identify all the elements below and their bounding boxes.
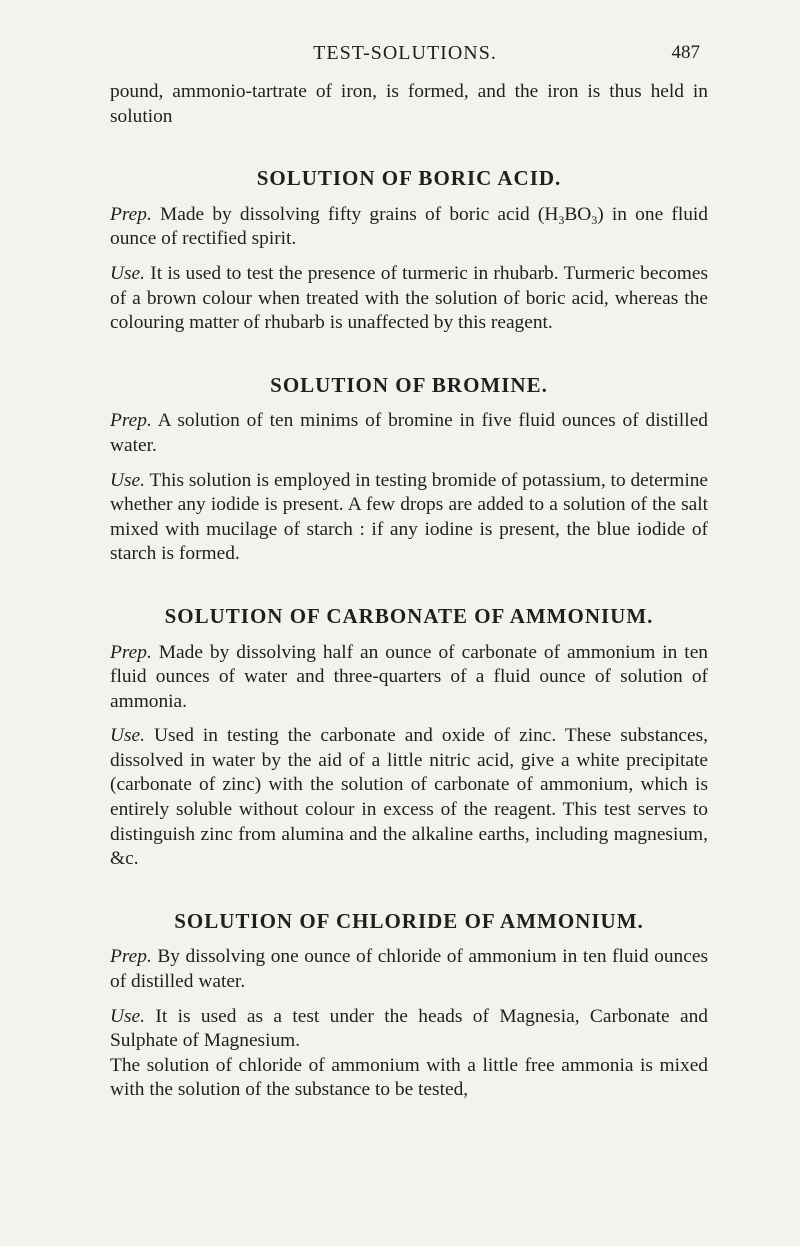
carbonate-prep-text: Made by dissolving half an ounce of carbonate of ammonium in ten fluid ounces of water and three-quarters of a fluid ounce of solution of ammonia. [110,641,708,712]
use-label: Use. [110,725,146,747]
heading-chloride-of-ammonium: SOLUTION OF CHLORIDE OF AMMONIUM. [174,908,644,933]
heading-carbonate-of-ammonium: SOLUTION OF CARBONATE OF AMMONIUM. [164,603,654,628]
page-number: 487 [671,42,700,63]
prep-label: Prep. [110,946,152,968]
boric-prep-text-3: ) in one fluid ounce of rectified spirit. [110,203,708,250]
boric-use-paragraph [110,262,708,336]
boric-prep-text-1: Made by dissolving fifty grains of boric acid (H [151,203,559,225]
prep-label: Prep. [110,641,152,663]
use-label: Use. [110,469,146,491]
bromine-prep-paragraph [110,409,708,458]
use-label: Use. [110,1005,146,1027]
boric-prep-text-2: BO [564,203,592,225]
prep-label: Prep. [110,203,152,225]
bromine-use-paragraph [110,469,708,567]
carbonate-prep-paragraph [110,641,708,715]
carbonate-use-paragraph [110,724,708,872]
bromine-prep-text: A solution of ten minims of bromine in five fluid ounces of distilled water. [110,410,708,456]
boric-use-text: It is used to test the presence of turmeric in rhubarb. Turmeric becomes of a brown colour when treated with the solution of boric acid, whereas the colouring matter of rhubarb is unaffected by this reagent. [110,262,708,334]
heading-boric-acid: SOLUTION OF BORIC ACID. [256,166,562,191]
prep-label: Prep. [110,410,152,432]
use-label: Use. [110,262,146,284]
chloride-note-paragraph: The solution of chloride of ammonium with a little free ammonia is mixed with the solution of the substance to be tested, [110,1054,708,1101]
subscript: 3 [558,212,565,227]
boric-prep-paragraph [110,203,708,252]
running-head [110,42,700,66]
chloride-use-paragraph [110,1005,708,1054]
chloride-use-text: It is used as a test under the heads of Magnesia, Carbonate and Sulphate of Magnesium. [110,1005,708,1052]
chloride-prep-text: By dissolving one ounce of chloride of ammonium in ten fluid ounces of distilled water. [110,946,708,993]
page-text [110,80,708,1103]
heading-bromine: SOLUTION OF BROMINE. [270,372,548,397]
carbonate-use-text: Used in testing the carbonate and oxide of zinc. These substances, dissolved in water by the aid of a little nitric acid, give a white precipitate (carbonate of zinc) with the solution of carbonate of ammonium, which is entirely soluble without colour in excess of the reagent. This test serves to distinguish zinc from alumina and the alkaline earths, including magnesium, &c. [110,725,708,870]
running-title: TEST-SOLUTIONS. [313,42,497,64]
chloride-prep-paragraph [110,945,708,994]
intro-paragraph: pound, ammonio-tartrate of iron, is formed, and the iron is thus held in solution [110,81,708,127]
bromine-use-text: This solution is employed in testing bromide of potassium, to determine whether any iodide is present. A few drops are added to a solution of the salt mixed with mucilage of starch : if any iodine is present, the blue iodide of starch is formed. [110,469,709,565]
subscript: 3 [591,212,598,227]
